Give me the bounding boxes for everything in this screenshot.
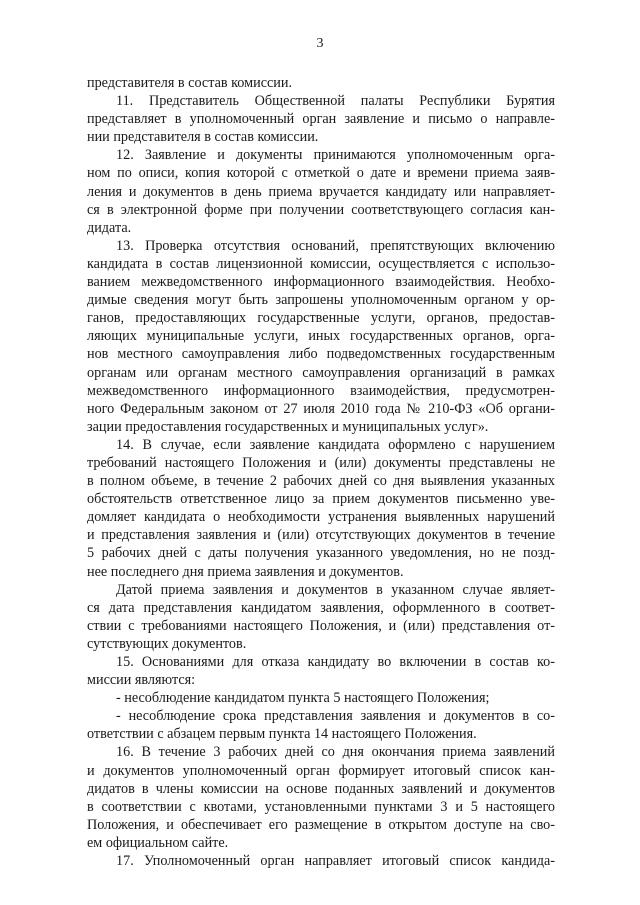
text-line: ся дата представления кандидатом заявления, оформленного в соответ- — [87, 599, 555, 616]
text-line: ся в электронной форме при получении соответствующего согласия кан- — [87, 201, 555, 218]
paragraph — [87, 581, 555, 653]
text-line: 14. В случае, если заявление кандидата оформлено с нарушением — [116, 436, 555, 453]
text-line: сутствующих документов. — [87, 635, 247, 652]
text-line: представляет в уполномоченный орган заявление и письмо о направле- — [87, 111, 555, 128]
paragraph — [87, 743, 555, 852]
text-line: нее последнего дня приема заявления и документов. — [87, 563, 404, 580]
text-line: 15. Основаниями для отказа кандидату во включении в состав ко- — [116, 654, 555, 670]
text-line: 13. Проверка отсутствия оснований, препятствующих включению — [116, 237, 555, 254]
paragraph — [87, 237, 555, 436]
text-line: и представления заявления и (или) отсутствующих документов в течение — [87, 527, 555, 544]
text-line: органам или органам местного самоуправления организаций в рамках — [87, 364, 555, 381]
text-line: Датой приема заявления и документов в указанном случае являет- — [116, 581, 555, 598]
text-line: ем официальном сайте. — [87, 834, 229, 851]
text-line: ганов, предоставляющих государственные услуги, органов, предостав- — [87, 310, 555, 327]
text-line: требований настоящего Положения и (или) документы представлены не — [87, 454, 555, 471]
text-line: нии представителя в состав комиссии. — [87, 129, 319, 146]
text-line: 16. В течение 3 рабочих дней со дня окончания приема заявлений — [116, 744, 555, 761]
paragraph — [87, 689, 555, 707]
text-line: ного Федеральным законом от 27 июля 2010 года № 210-ФЗ «Об органи- — [87, 400, 555, 417]
text-line: 5 рабочих дней с даты получения указанного уведомления, но не позд- — [87, 545, 555, 562]
paragraph — [87, 74, 555, 92]
text-line: дидатов в члены комиссии на основе поданных заявлений и документов — [87, 780, 555, 797]
text-line: домляет кандидата о необходимости устранения выявленных нарушений — [87, 509, 555, 526]
text-line: ном по описи, копия которой с отметкой о дате и времени приема заяв- — [87, 165, 555, 182]
paragraph — [87, 92, 555, 146]
document-body — [87, 74, 555, 870]
text-line: межведомственного информационного взаимодействия, предусмотрен- — [87, 382, 555, 399]
paragraph — [87, 436, 555, 581]
page-number: 3 — [316, 36, 324, 51]
text-line: в полном объеме, в течение 2 рабочих дней со дня выявления указанных — [87, 473, 555, 490]
text-line: дидата. — [87, 219, 132, 236]
text-line: ствии с требованиями настоящего Положения, и (или) представления от- — [87, 617, 555, 634]
text-line: ванием межведомственного информационного взаимодействия. Необхо- — [87, 274, 555, 291]
paragraph — [87, 653, 555, 689]
text-line: ляющих муниципальные услуги, иных государственных органов, орга- — [87, 328, 555, 345]
text-line: зации предоставления государственных и муниципальных услуг». — [87, 418, 489, 435]
text-line: Положения, и обеспечивает его размещение в открытом доступе на сво- — [87, 816, 555, 833]
paragraph — [87, 707, 555, 743]
text-line: представителя в состав комиссии. — [87, 75, 293, 91]
text-line: обстоятельств ответственное лицо за прием документов письменно уве- — [87, 491, 555, 508]
paragraph — [87, 146, 555, 236]
text-line: кандидата в состав лицензионной комиссии, осуществляется с использо- — [87, 255, 555, 272]
text-line: ления и документов в день приема вручается кандидату или направляет- — [87, 183, 555, 200]
text-line: в соответствии с квотами, установленными пунктами 3 и 5 настоящего — [87, 798, 555, 815]
text-line: 12. Заявление и документы принимаются уполномоченным орга- — [116, 147, 555, 164]
text-line: - несоблюдение кандидатом пункта 5 настоящего Положения; — [116, 690, 490, 707]
text-line: и документов уполномоченный орган формирует итоговый список кан- — [87, 762, 555, 779]
paragraph — [87, 852, 555, 870]
text-line: нов местного самоуправления либо подведомственных государственным — [87, 346, 555, 363]
text-line: 17. Уполномоченный орган направляет итоговый список кандида- — [116, 853, 555, 870]
text-line: димые сведения могут быть запрошены уполномоченным органом у ор- — [87, 292, 555, 309]
text-line: ответствии с абзацем первым пункта 14 настоящего Положения. — [87, 726, 477, 743]
text-line: 11. Представитель Общественной палаты Республики Бурятия — [116, 93, 555, 110]
text-line: - несоблюдение срока представления заявления и документов в со- — [116, 708, 555, 725]
text-line: миссии являются: — [87, 672, 196, 689]
